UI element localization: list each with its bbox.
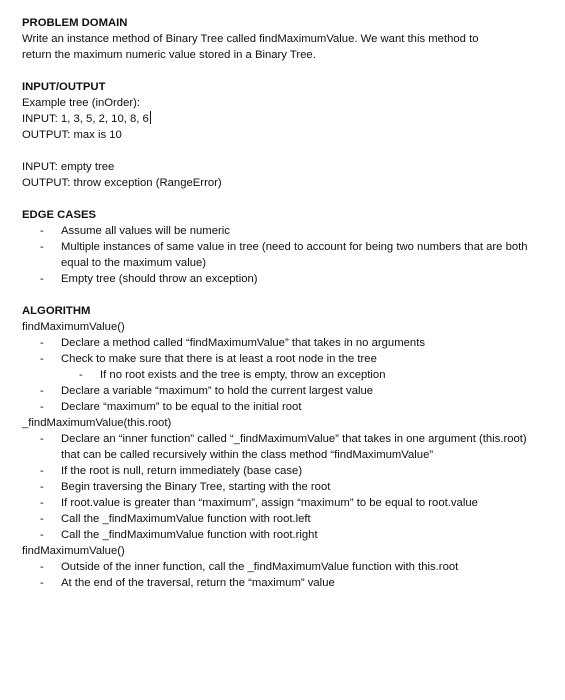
text-cursor bbox=[150, 111, 151, 124]
list-item: - If the root is null, return immediately (base case) bbox=[40, 465, 303, 477]
list-item: - Declare “maximum” to be equal to the initial root bbox=[40, 401, 302, 413]
method-label: _findMaximumValue(this.root) bbox=[22, 417, 172, 429]
list-item: - Outside of the inner function, call the _findMaximumValue function with this.root bbox=[40, 561, 459, 573]
io-heading: INPUT/OUTPUT bbox=[22, 81, 106, 93]
list-item: - Assume all values will be numeric bbox=[40, 225, 230, 237]
list-item: - Check to make sure that there is at least a root node in the tree bbox=[40, 353, 377, 365]
list-item: - Multiple instances of same value in tree (need to account for being two numbers that are both equal to the maximum value) bbox=[40, 241, 528, 269]
list-item: - Begin traversing the Binary Tree, starting with the root bbox=[40, 481, 331, 493]
problem-domain-text-line-1: Write an instance method of Binary Tree called findMaximumValue. We want this method to bbox=[22, 33, 479, 45]
io-output-2: OUTPUT: throw exception (RangeError) bbox=[22, 177, 222, 189]
io-input-2: INPUT: empty tree bbox=[22, 161, 115, 173]
list-item: - At the end of the traversal, return the “maximum” value bbox=[40, 577, 335, 589]
problem-domain-text-line-2: return the maximum numeric value stored in a Binary Tree. bbox=[22, 49, 316, 61]
sub-list-item: - If no root exists and the tree is empty, throw an exception bbox=[79, 369, 386, 381]
io-input-1-text: INPUT: 1, 3, 5, 2, 10, 8, 6 bbox=[22, 113, 149, 125]
document-body[interactable] bbox=[22, 15, 542, 591]
list-item: - Call the _findMaximumValue function with root.left bbox=[40, 513, 311, 525]
edge-cases-heading: EDGE CASES bbox=[22, 209, 97, 221]
list-item: - If root.value is greater than “maximum”, assign “maximum” to be equal to root.value bbox=[40, 497, 478, 509]
problem-domain-heading: PROBLEM DOMAIN bbox=[22, 17, 128, 29]
algorithm-heading: ALGORITHM bbox=[22, 305, 91, 317]
list-item: - Declare a variable “maximum” to hold the current largest value bbox=[40, 385, 374, 397]
method-label: findMaximumValue() bbox=[22, 545, 125, 557]
io-input-1 bbox=[22, 111, 542, 127]
io-example-label: Example tree (inOrder): bbox=[22, 97, 141, 109]
list-item: - Declare an “inner function” called “_findMaximumValue” that takes in one argument (this.root) that can be called recursively within the class method “findMaximumValue” bbox=[40, 433, 527, 461]
list-item: - Empty tree (should throw an exception) bbox=[40, 273, 258, 285]
io-output-1: OUTPUT: max is 10 bbox=[22, 129, 122, 141]
list-item: - Call the _findMaximumValue function with root.right bbox=[40, 529, 318, 541]
method-label: findMaximumValue() bbox=[22, 321, 125, 333]
list-item: - Declare a method called “findMaximumValue” that takes in no arguments bbox=[40, 337, 425, 349]
